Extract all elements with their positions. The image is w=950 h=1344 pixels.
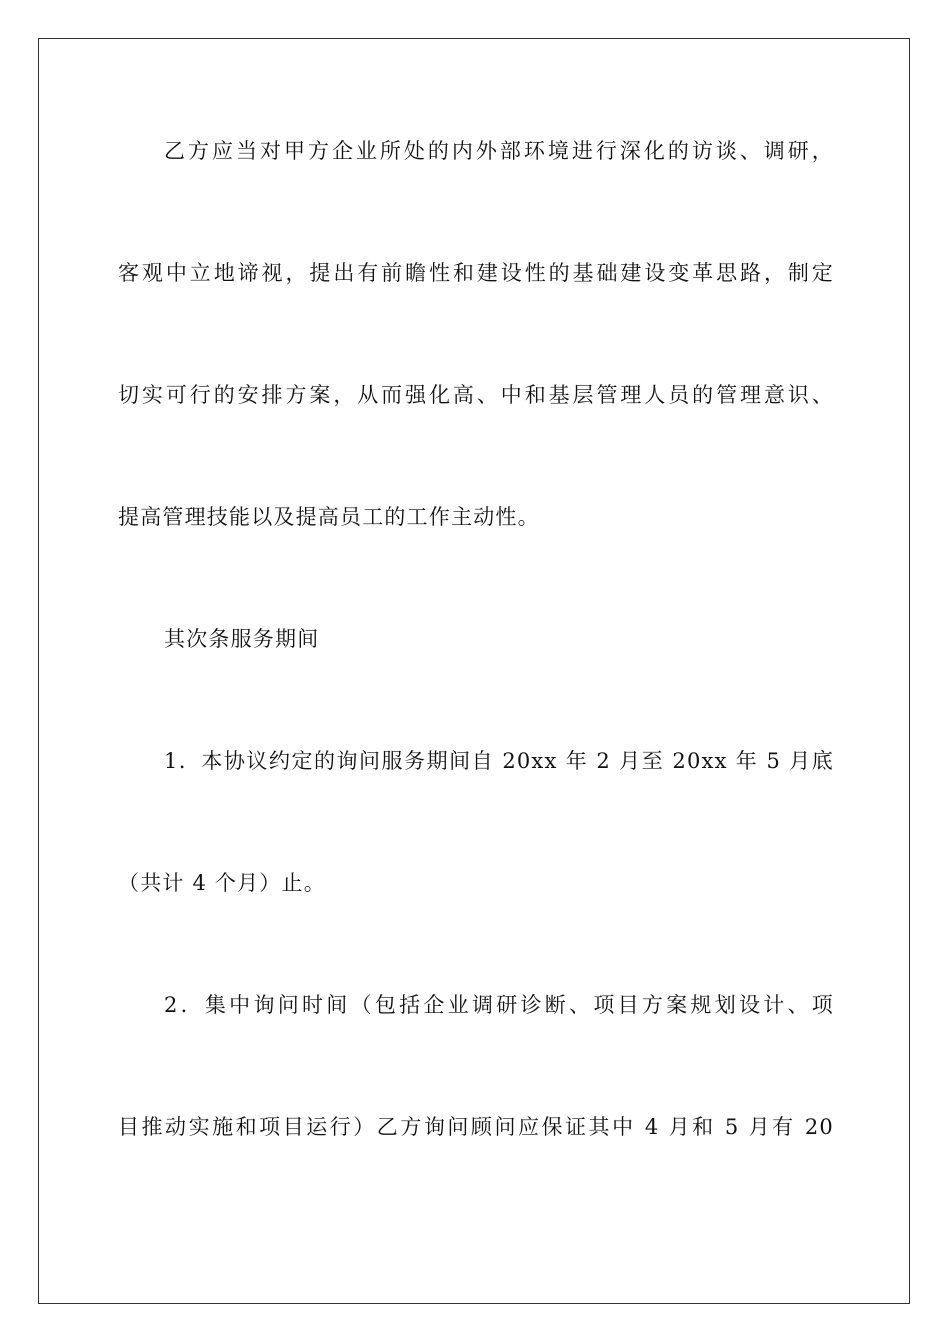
section-heading: 其次条服务期间 [164, 627, 320, 651]
paragraph-line-1: 乙方应当对甲方企业所处的内外部环境进行深化的访谈、调研， [164, 139, 834, 163]
clause-1-line-2: （共计 4 个月）止。 [118, 871, 326, 895]
clause-1-line-1: 1．本协议约定的询问服务期间自 20xx 年 2 月至 20xx 年 5 月底 [164, 749, 834, 773]
paragraph-line-3: 切实可行的安排方案，从而强化高、中和基层管理人员的管理意识、 [118, 383, 834, 407]
clause-2-line-1: 2．集中询问时间（包括企业调研诊断、项目方案规划设计、项 [164, 993, 834, 1017]
paragraph-line-4: 提高管理技能以及提高员工的工作主动性。 [118, 505, 540, 529]
paragraph-line-2: 客观中立地谛视，提出有前瞻性和建设性的基础建设变革思路，制定 [118, 261, 834, 285]
clause-2-line-2: 目推动实施和项目运行）乙方询问顾问应保证其中 4 月和 5 月有 20 [118, 1115, 834, 1139]
